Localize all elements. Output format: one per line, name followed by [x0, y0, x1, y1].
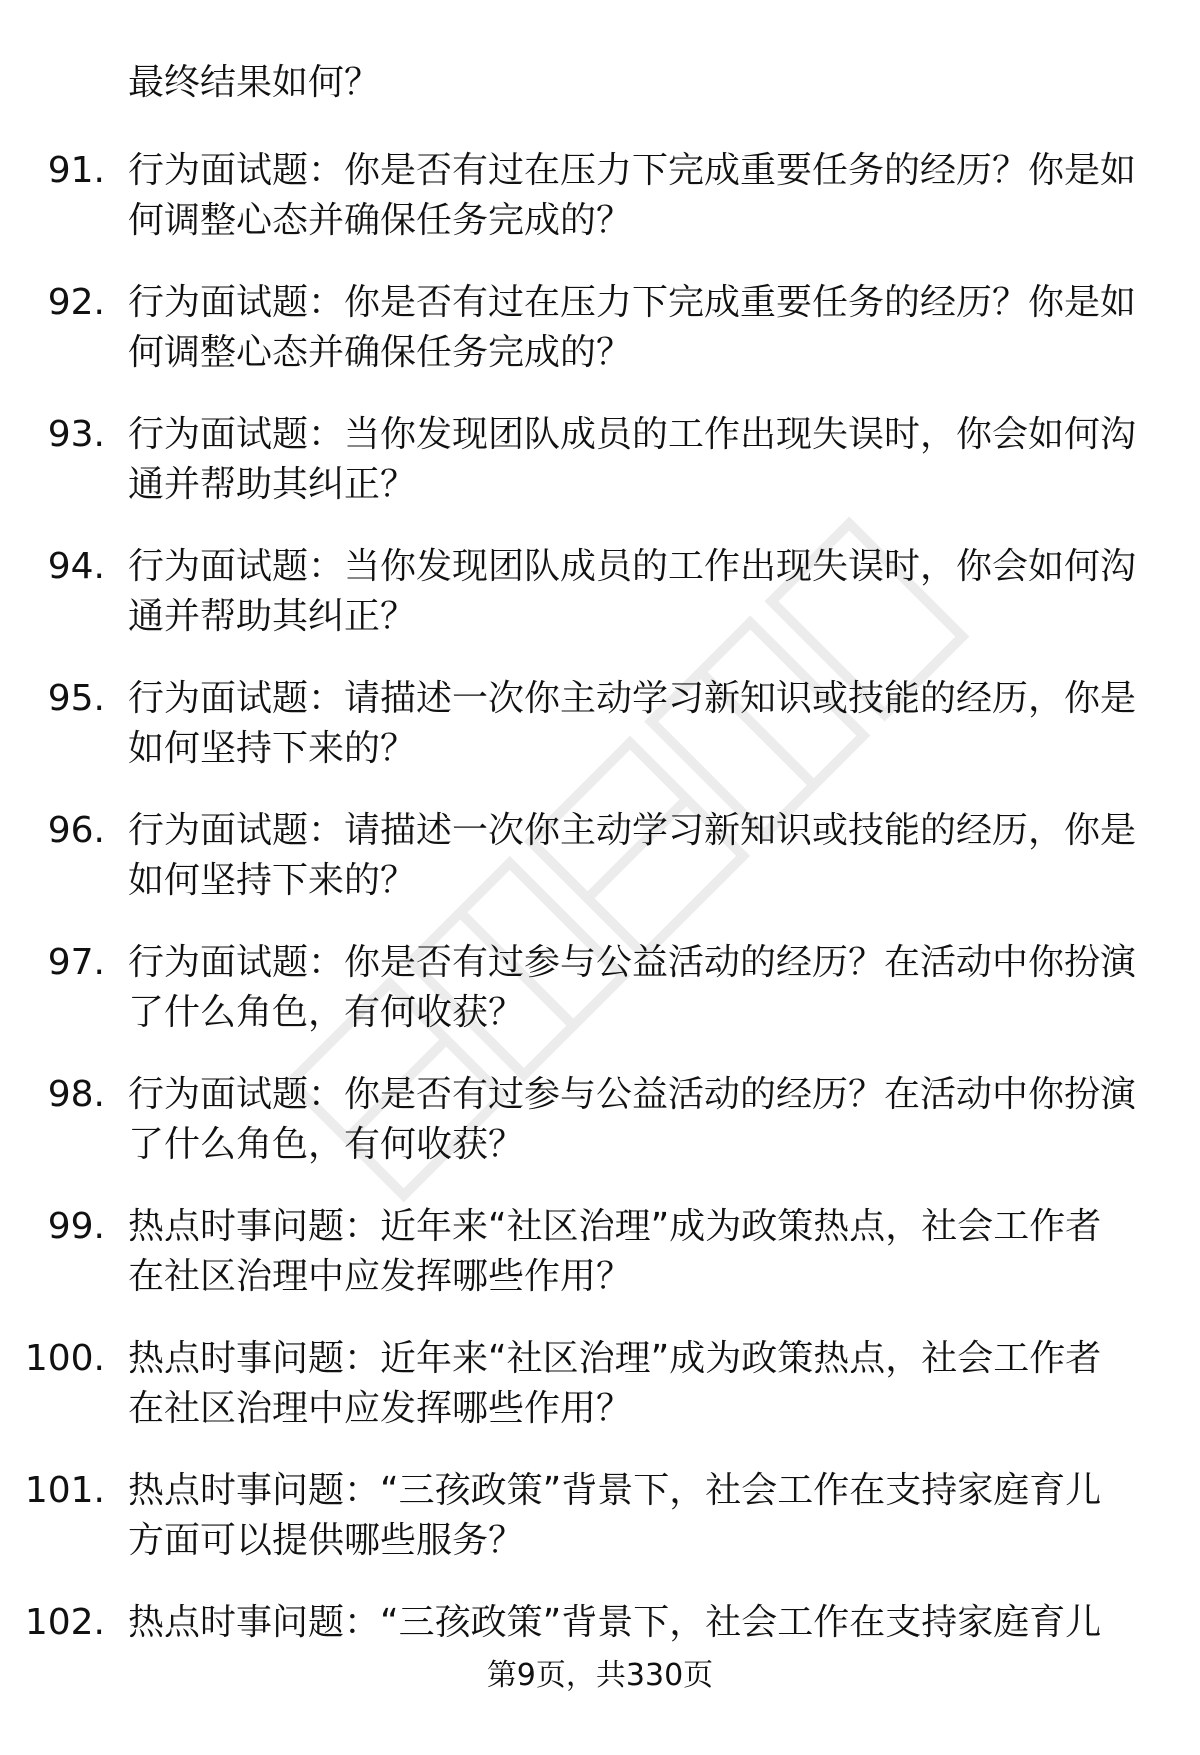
item-number: 101.: [24, 1470, 105, 1511]
item-number: 92.: [47, 282, 105, 323]
item-text-line: 通并帮助其纠正？: [128, 464, 417, 505]
item-number: 96.: [47, 810, 105, 851]
item-number: 99.: [47, 1206, 105, 1247]
item-text-line: 了什么角色，有何收获？: [128, 1124, 525, 1165]
question-list: [0, 138, 1200, 1722]
page-number-footer: 第9页，共330页: [486, 1658, 714, 1693]
item-text-line: 行为面试题：请描述一次你主动学习新知识或技能的经历，你是: [128, 678, 1137, 719]
item-number: 100.: [24, 1338, 105, 1379]
item-text-line: 如何坚持下来的？: [128, 860, 417, 901]
item-number: 94.: [47, 546, 105, 587]
item-number: 95.: [47, 678, 105, 719]
item-number: 98.: [47, 1074, 105, 1115]
item-text-line: 热点时事问题：近年来“社区治理”成为政策热点，社会工作者: [128, 1338, 1102, 1379]
list-item: [0, 1326, 1200, 1458]
list-item: [0, 1062, 1200, 1194]
item-text-line: 通并帮助其纠正？: [128, 596, 417, 637]
list-item: [0, 1194, 1200, 1326]
item-text-line: 热点时事问题：近年来“社区治理”成为政策热点，社会工作者: [128, 1206, 1102, 1247]
item-text-line: 了什么角色，有何收获？: [128, 992, 525, 1033]
item-text-line: 行为面试题：你是否有过在压力下完成重要任务的经历？你是如: [128, 150, 1137, 191]
item-text-line: 行为面试题：当你发现团队成员的工作出现失误时，你会如何沟: [128, 546, 1137, 587]
item-text-line: 热点时事问题：“三孩政策”背景下，社会工作在支持家庭育儿: [128, 1602, 1102, 1643]
item-text-line: 行为面试题：你是否有过参与公益活动的经历？在活动中你扮演: [128, 942, 1137, 983]
item-text-line: 方面可以提供哪些服务？: [128, 1520, 525, 1561]
list-item: [0, 930, 1200, 1062]
list-item: [0, 1458, 1200, 1590]
item-text-line: 热点时事问题：“三孩政策”背景下，社会工作在支持家庭育儿: [128, 1470, 1102, 1511]
item-text-line: 行为面试题：当你发现团队成员的工作出现失误时，你会如何沟: [128, 414, 1137, 455]
list-item: [0, 402, 1200, 534]
list-item: [0, 270, 1200, 402]
list-item: [0, 666, 1200, 798]
item-text-line: 如何坚持下来的？: [128, 728, 417, 769]
continued-question-text: 最终结果如何？: [128, 62, 381, 103]
item-number: 91.: [47, 150, 105, 191]
item-text-line: 何调整心态并确保任务完成的？: [128, 200, 633, 241]
list-item: [0, 534, 1200, 666]
item-text-line: 在社区治理中应发挥哪些作用？: [128, 1388, 633, 1429]
item-number: 97.: [47, 942, 105, 983]
item-number: 93.: [47, 414, 105, 455]
list-item: [0, 138, 1200, 270]
item-text-line: 在社区治理中应发挥哪些作用？: [128, 1256, 633, 1297]
item-number: 102.: [24, 1602, 105, 1643]
list-item: [0, 798, 1200, 930]
item-text-line: 何调整心态并确保任务完成的？: [128, 332, 633, 373]
item-text-line: 行为面试题：请描述一次你主动学习新知识或技能的经历，你是: [128, 810, 1137, 851]
item-text-line: 行为面试题：你是否有过参与公益活动的经历？在活动中你扮演: [128, 1074, 1137, 1115]
item-text-line: 行为面试题：你是否有过在压力下完成重要任务的经历？你是如: [128, 282, 1137, 323]
